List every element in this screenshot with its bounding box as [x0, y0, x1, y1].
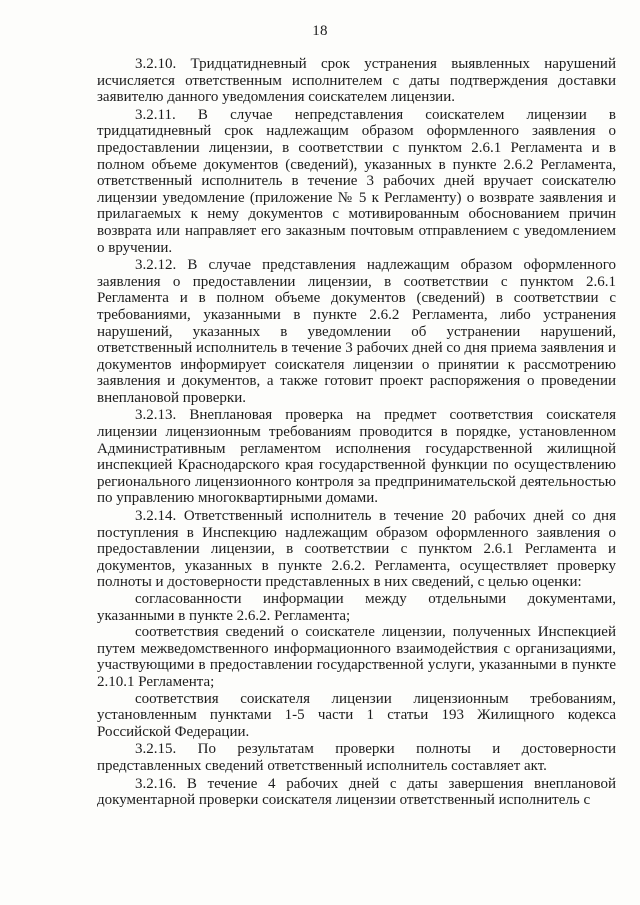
paragraph-3-2-10: 3.2.10. Тридцатидневный срок устранения выявленных нарушений исчисляется ответственным исполнителем с даты подтверждения доставки заявителю данного уведомления соискателем лицензии.	[97, 56, 616, 106]
paragraph-criterion-interagency-data: соответствия сведений о соискателе лицензии, полученных Инспекцией путем межведомственного информационного взаимодействия с организациями, участвующими в предоставлении государственной услуги, указанными в пункте 2.10.1 Регламента;	[97, 624, 616, 690]
paragraph-3-2-12: 3.2.12. В случае представления надлежащим образом оформленного заявления о предоставлении лицензии, в соответствии с пунктом 2.6.1 Регламента и в полном объеме документов (сведений) в соответствии с требованиями, указанными в пункте 2.6.2 Регламента, либо устранения нарушений, указанных в уведомлении об устранении нарушений, ответственный исполнитель в течение 3 рабочих дней со дня приема заявления и документов информирует соискателя лицензии о принятии к рассмотрению заявления и документов, а также готовит проект распоряжения о проведении внеплановой проверки.	[97, 257, 616, 406]
paragraph-3-2-16: 3.2.16. В течение 4 рабочих дней с даты завершения внеплановой документарной проверки соискателя лицензии ответственный исполнитель с	[97, 775, 616, 809]
document-body	[97, 56, 616, 809]
paragraph-criterion-license-requirements: соответствия соискателя лицензии лицензионным требованиям, установленным пунктами 1-5 части 1 статьи 193 Жилищного кодекса Российской Федерации.	[97, 690, 616, 740]
paragraph-3-2-14: 3.2.14. Ответственный исполнитель в течение 20 рабочих дней со дня поступления в Инспекцию надлежащим образом оформленного заявления о предоставлении лицензии, в соответствии с пунктом 2.6.1 Регламента и документов, указанных в пункте 2.6.2. Регламента, осуществляет проверку полноты и достоверности представленных в них сведений, с целью оценки:	[97, 508, 616, 591]
paragraph-3-2-13: 3.2.13. Внеплановая проверка на предмет соответствия соискателя лицензии лицензионным требованиям проводится в порядке, установленном Административным регламентом исполнения государственной жилищной инспекцией Краснодарского края государственной функции по осуществлению регионального лицензионного контроля за предпринимательской деятельностью по управлению многоквартирными домами.	[97, 407, 616, 507]
page-number: 18	[312, 23, 328, 39]
paragraph-3-2-15: 3.2.15. По результатам проверки полноты и достоверности представленных сведений ответственный исполнитель составляет акт.	[97, 741, 616, 774]
paragraph-3-2-11: 3.2.11. В случае непредставления соискателем лицензии в тридцатидневный срок надлежащим образом оформленного заявления о предоставлении лицензии, в соответствии с пунктом 2.6.1 Регламента и в полном объеме документов (сведений), указанных в пункте 2.6.2 Регламента, ответственный исполнитель в течение 3 рабочих дней вручает соискателю лицензии уведомление (приложение № 5 к Регламенту) о возврате заявления и прилагаемых к нему документов с мотивированным обоснованием причин возврата или направляет его заказным почтовым отправлением с уведомлением о вручении.	[97, 106, 616, 256]
paragraph-criterion-consistency: согласованности информации между отдельными документами, указанными в пункте 2.6.2. Регламента;	[97, 591, 616, 624]
